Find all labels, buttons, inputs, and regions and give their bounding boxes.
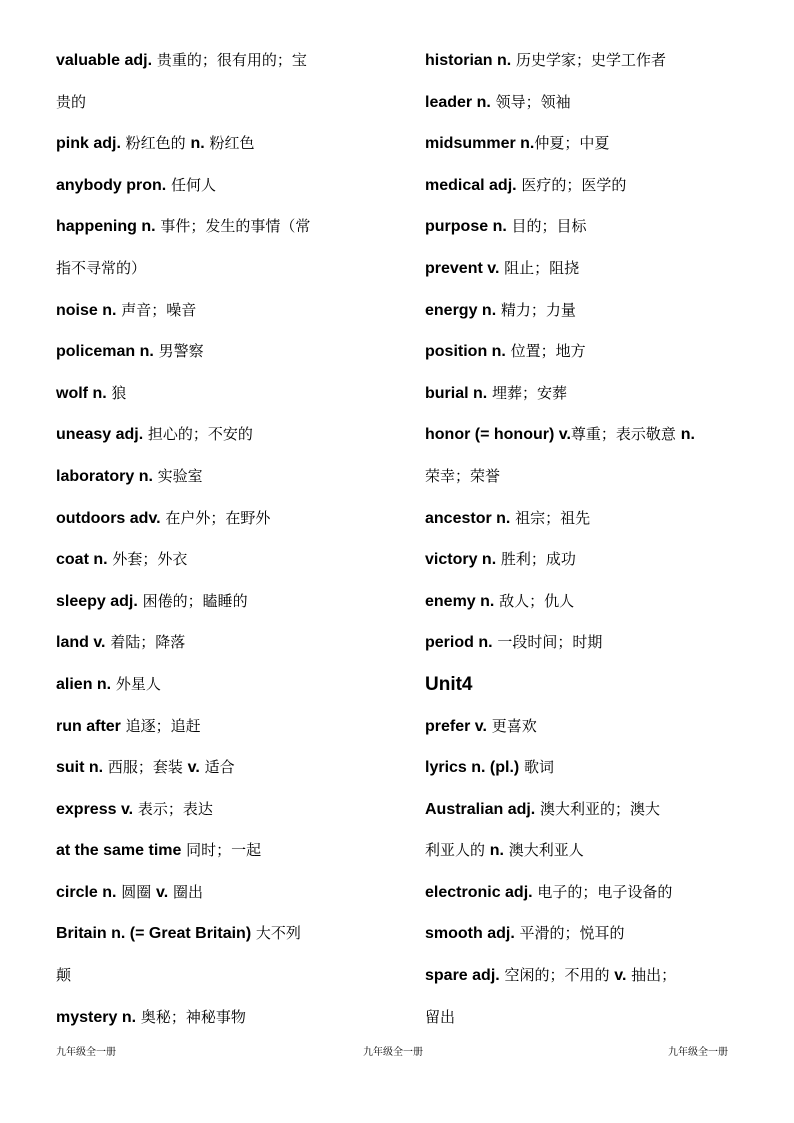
vocab-word: medical adj. (425, 176, 517, 194)
vocab-line (56, 456, 366, 498)
vocab-line (56, 789, 366, 831)
vocab-meaning: 祖宗；祖先 (510, 508, 591, 527)
vocab-word: v. (614, 967, 627, 985)
vocab-word: enemy n. (425, 592, 495, 610)
vocab-line (56, 955, 366, 997)
vocab-meaning: 尊重；表示敬意 (570, 425, 681, 444)
vocab-meaning: 医疗的；医学的 (516, 175, 627, 194)
vocab-line (425, 290, 743, 332)
vocab-line (425, 456, 743, 498)
vocab-word: victory n. (425, 551, 497, 569)
vocab-word: prevent v. (425, 259, 500, 277)
vocab-word: ancestor n. (425, 509, 511, 527)
vocab-word: prefer v. (425, 717, 487, 735)
vocab-word: midsummer n. (425, 135, 535, 153)
vocab-meaning: 利亚人的 (425, 841, 490, 860)
vocab-line (56, 290, 366, 332)
vocab-meaning: 同时；一起 (181, 841, 262, 860)
vocab-meaning: 歌词 (519, 758, 555, 777)
vocab-line (56, 498, 366, 540)
vocab-meaning: 抽出； (626, 966, 677, 985)
vocab-meaning: 荣幸；荣誉 (425, 466, 501, 485)
vocab-meaning: 奥秘；神秘事物 (136, 1007, 246, 1026)
footer-left: 九年级全一册 (56, 1047, 116, 1058)
vocab-word: leader n. (425, 93, 491, 111)
vocab-line (56, 622, 366, 664)
vocab-word: Australian adj. (425, 800, 536, 818)
vocab-meaning: 指不寻常的） (56, 258, 147, 277)
vocab-line (425, 414, 743, 456)
footer-right: 九年级全一册 (668, 1047, 728, 1058)
right-column (425, 40, 743, 1038)
vocab-meaning: 颠 (56, 966, 72, 985)
vocab-meaning: 圆圈 (116, 882, 157, 901)
vocab-word: energy n. (425, 301, 497, 319)
vocab-line (56, 664, 366, 706)
vocab-line (425, 539, 743, 581)
vocab-line (425, 913, 743, 955)
vocab-meaning: 历史学家；史学工作者 (511, 51, 667, 69)
vocab-word: lyrics n. (pl.) (425, 759, 520, 777)
vocab-line (56, 747, 366, 789)
vocab-line (425, 165, 743, 207)
vocab-line (425, 581, 743, 623)
vocab-word: burial n. (425, 384, 488, 402)
vocab-line (425, 373, 743, 415)
vocab-line (56, 206, 366, 248)
vocab-word: honor (= honour) v. (425, 426, 571, 444)
vocab-line (425, 955, 743, 997)
vocab-meaning: 空闲的；不用的 (499, 966, 615, 985)
vocab-word: uneasy adj. (56, 426, 144, 444)
vocab-line (56, 373, 366, 415)
vocab-line (425, 664, 743, 706)
vocab-meaning: 敌人；仇人 (494, 591, 575, 610)
vocab-line (56, 539, 366, 581)
vocab-line (425, 706, 743, 748)
vocab-word: mystery n. (56, 1008, 137, 1026)
vocab-line (425, 331, 743, 373)
vocab-line (425, 997, 743, 1039)
vocab-word: historian n. (425, 52, 512, 69)
vocab-word: valuable adj. (56, 52, 153, 69)
vocab-word: at the same time (56, 842, 182, 860)
vocab-word: smooth adj. (425, 925, 515, 943)
vocab-meaning: 更喜欢 (486, 716, 537, 735)
vocab-word: spare adj. (425, 967, 500, 985)
vocab-meaning: 贵重的；很有用的；宝 (152, 51, 307, 69)
vocab-meaning: 领导；领袖 (490, 92, 571, 111)
vocab-line (425, 789, 743, 831)
vocab-meaning: 担心的；不安的 (143, 425, 253, 444)
vocab-word: n. (489, 842, 504, 860)
vocab-line (425, 747, 743, 789)
vocab-line (56, 706, 366, 748)
vocab-meaning: 表示；表达 (133, 799, 213, 818)
vocab-line (56, 581, 366, 623)
vocab-line (56, 913, 366, 955)
vocab-meaning: 贵的 (56, 92, 87, 111)
vocab-word: position n. (425, 343, 506, 361)
vocab-line (425, 82, 743, 124)
vocab-meaning: 粉红色 (204, 134, 255, 153)
vocab-meaning: 在户外；在野外 (160, 508, 271, 527)
left-column (56, 40, 366, 1038)
vocab-word: laboratory n. (56, 467, 153, 485)
vocab-meaning: 圈出 (168, 882, 203, 901)
vocab-word: outdoors adv. (56, 509, 161, 527)
vocab-meaning: 电子的；电子设备的 (532, 882, 673, 901)
vocab-meaning: 狼 (106, 383, 127, 402)
vocab-meaning: 男警察 (153, 342, 204, 361)
vocab-word: period n. (425, 634, 493, 652)
vocab-meaning: 任何人 (166, 175, 217, 194)
vocab-meaning: 外星人 (111, 674, 161, 693)
vocab-meaning: 外套；外衣 (107, 550, 188, 569)
vocab-word: happening n. (56, 218, 156, 236)
vocab-line (56, 414, 366, 456)
vocab-meaning: 实验室 (152, 466, 203, 485)
vocab-word: anybody pron. (56, 176, 167, 194)
vocab-word: sleepy adj. (56, 592, 138, 610)
vocab-word: suit n. (56, 759, 104, 777)
vocab-word: express v. (56, 800, 134, 818)
vocab-line (425, 872, 743, 914)
vocab-word: electronic adj. (425, 883, 533, 901)
footer-center: 九年级全一册 (363, 1047, 423, 1058)
vocab-meaning: 着陆；降落 (105, 633, 186, 652)
vocab-word: pink adj. (56, 135, 121, 153)
vocab-meaning: 埋葬；安葬 (487, 383, 568, 402)
vocab-meaning: 追逐；追赶 (120, 716, 201, 735)
vocab-line (56, 997, 366, 1039)
vocab-meaning: 仲夏；中夏 (534, 134, 610, 153)
vocab-word: n. (680, 426, 695, 444)
vocab-word: v. (187, 759, 200, 777)
vocab-meaning: 目的；目标 (506, 217, 587, 236)
vocab-word: land v. (56, 634, 106, 652)
vocab-meaning: 留出 (425, 1007, 456, 1026)
vocab-word: v. (156, 883, 169, 901)
vocab-word: coat n. (56, 551, 108, 569)
vocab-word: noise n. (56, 301, 117, 319)
vocab-line (56, 82, 366, 124)
vocab-word: alien n. (56, 675, 112, 693)
vocab-meaning: 胜利；成功 (496, 550, 576, 569)
vocab-word: run after (56, 717, 121, 735)
vocab-word: policeman n. (56, 343, 154, 361)
vocab-meaning: 位置；地方 (505, 342, 586, 361)
vocab-line (425, 622, 743, 664)
vocab-meaning: 事件；发生的事情（常 (155, 217, 311, 236)
vocab-line (425, 123, 743, 165)
vocab-line (56, 331, 366, 373)
vocab-line (425, 830, 743, 872)
vocab-meaning: 粉红色的 (120, 134, 191, 153)
vocab-meaning: 平滑的；悦耳的 (514, 924, 625, 943)
vocab-line (425, 40, 743, 82)
vocab-line (425, 206, 743, 248)
vocab-meaning: 一段时间；时期 (492, 633, 603, 652)
vocab-meaning: 声音；噪音 (116, 300, 197, 319)
vocab-line (56, 165, 366, 207)
vocab-line (56, 830, 366, 872)
vocab-line (56, 40, 366, 82)
vocab-meaning: 精力；力量 (496, 300, 576, 319)
vocab-meaning: 大不列 (251, 924, 301, 943)
vocab-word: purpose n. (425, 218, 507, 236)
vocab-meaning: 澳大利亚的；澳大 (535, 799, 661, 818)
vocab-meaning: 困倦的；瞌睡的 (137, 591, 248, 610)
vocab-word: Britain n. (= Great Britain) (56, 925, 252, 943)
vocab-meaning: 阻止；阻挠 (499, 258, 580, 277)
vocab-meaning: 澳大利亚人 (504, 841, 584, 860)
vocab-line (56, 123, 366, 165)
vocab-word: n. (190, 135, 205, 153)
vocab-line (56, 248, 366, 290)
vocab-word: wolf n. (56, 384, 107, 402)
unit-heading: Unit4 (425, 673, 473, 695)
vocab-line (56, 872, 366, 914)
vocab-line (425, 498, 743, 540)
vocab-line (425, 248, 743, 290)
vocab-meaning: 适合 (199, 758, 235, 777)
vocab-word: circle n. (56, 883, 117, 901)
vocab-meaning: 西服；套装 (103, 758, 188, 777)
